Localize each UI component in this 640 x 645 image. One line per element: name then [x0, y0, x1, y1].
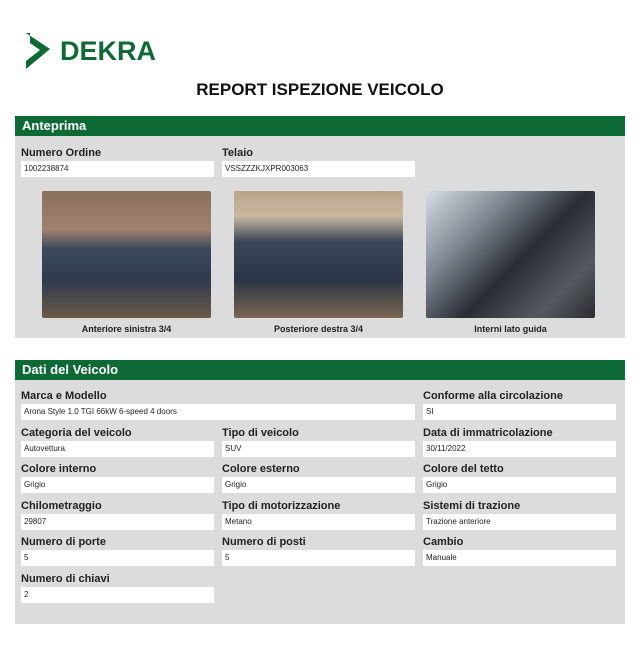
vehicle-field-label: Conforme alla circolazione — [423, 390, 563, 402]
photo-front-left[interactable] — [42, 191, 211, 318]
vehicle-field-value: Manuale — [423, 550, 616, 566]
vehicle-field-label: Data di immatricolazione — [423, 426, 553, 439]
vehicle-field-value: Arona Style 1.0 TGI 66kW 6-speed 4 doors — [21, 404, 415, 420]
vehicle-field-label: Sistemi di trazione — [423, 499, 521, 512]
vehicle-field-label: Numero di chiavi — [21, 573, 110, 585]
page-title: REPORT ISPEZIONE VEICOLO — [196, 80, 444, 99]
photo-interior[interactable] — [426, 191, 595, 318]
order-number-field: 1002238874 — [21, 161, 214, 177]
photo-caption: Anteriore sinistra 3/4 — [81, 324, 172, 334]
photo-caption: Posteriore destra 3/4 — [273, 324, 364, 334]
vehicle-field-label: Numero di porte — [21, 536, 106, 549]
vehicle-field-label: Numero di posti — [222, 536, 306, 549]
vehicle-field-label: Colore esterno — [222, 463, 300, 476]
dekra-logo-icon — [24, 33, 52, 69]
vehicle-field-value: Trazione anteriore — [423, 514, 616, 530]
vehicle-field-label: Tipo di veicolo — [222, 426, 299, 439]
preview-header: Anteprima — [15, 116, 625, 136]
vehicle-field-value: 29807 — [21, 514, 214, 530]
vehicle-field-value: 2 — [21, 587, 214, 603]
photo-rear-right[interactable] — [234, 191, 403, 318]
vehicle-field-value: 5 — [21, 550, 214, 566]
vehicle-field-label: Chilometraggio — [21, 499, 102, 512]
vehicle-field-label: Cambio — [423, 536, 464, 549]
vehicle-field-value: 30/11/2022 — [423, 441, 616, 457]
vehicle-field-label: Colore del tetto — [423, 463, 504, 476]
vehicle-field-label: Colore interno — [21, 463, 97, 476]
photo-caption: Interni lato guida — [474, 324, 547, 334]
vehicle-header: Dati del Veicolo — [15, 360, 625, 380]
vehicle-field-value: Grigio — [222, 477, 415, 493]
vehicle-field-label: Categoria del veicolo — [21, 426, 132, 439]
dekra-logo: DEKRA — [24, 33, 156, 69]
vehicle-field-value: Metano — [222, 514, 415, 530]
chassis-field: VSSZZZKJXPR003063 — [222, 161, 415, 177]
vehicle-field-value: SUV — [222, 441, 415, 457]
vehicle-field-value: Grigio — [423, 477, 616, 493]
vehicle-field-value: Grigio — [21, 477, 214, 493]
chassis-label: Telaio — [222, 147, 253, 159]
order-number-label: Numero Ordine — [21, 147, 102, 159]
vehicle-field-label: Tipo di motorizzazione — [222, 499, 341, 512]
vehicle-field-value: 5 — [222, 550, 415, 566]
vehicle-field-label: Marca e Modello — [21, 390, 107, 402]
vehicle-field-value: SI — [423, 404, 616, 420]
vehicle-field-value: Autovettura — [21, 441, 214, 457]
